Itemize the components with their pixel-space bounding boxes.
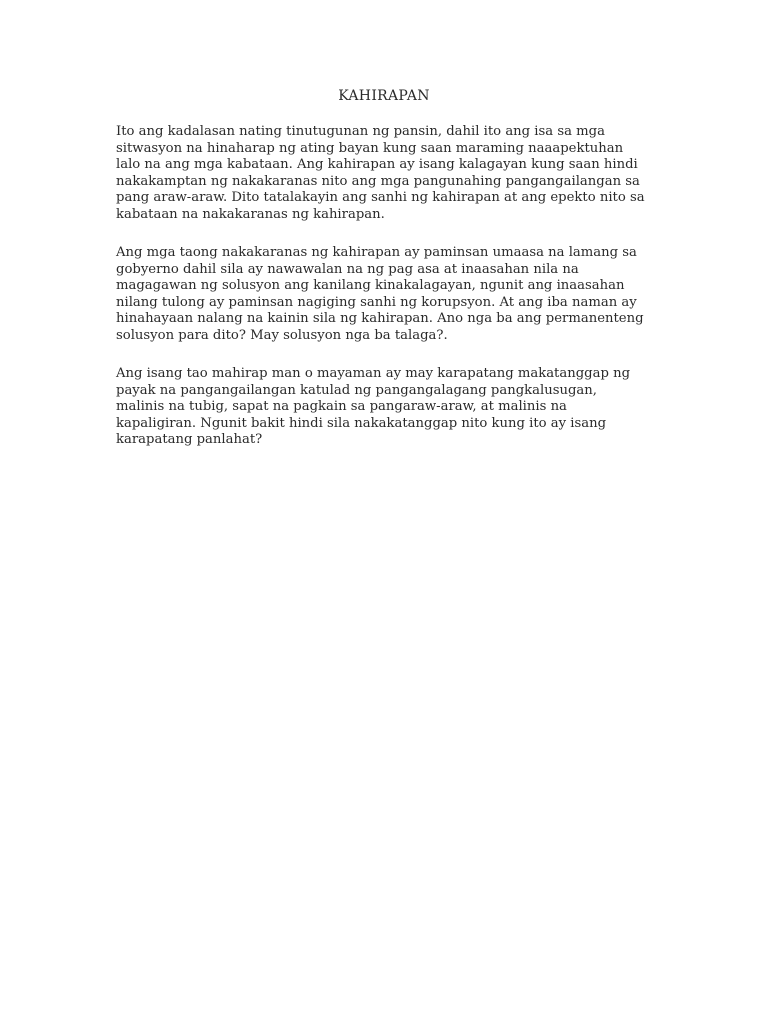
paragraph-line: pang araw-araw. Dito tatalakayin ang sanhi ng kahirapan at ang epekto nito sa (116, 190, 645, 206)
paragraph-line: kabataan na nakakaranas ng kahirapan. (116, 206, 385, 222)
paragraph-line: nilang tulong ay paminsan nagiging sanhi ng korupsyon. At ang iba naman ay (116, 294, 637, 310)
paragraph-line: solusyon para dito? May solusyon nga ba talaga?. (116, 327, 448, 343)
paragraph-line: kapaligiran. Ngunit bakit hindi sila nakakatanggap nito kung ito ay isang (116, 415, 607, 431)
paragraph-line: payak na pangangailangan katulad ng pangangalagang pangkalusugan, (116, 382, 597, 398)
paragraph-3 (116, 366, 656, 449)
paragraph-line: nakakamptan ng nakakaranas nito ang mga pangunahing pangangailangan sa (116, 173, 640, 189)
paragraph-line: malinis na tubig, sapat na pagkain sa pangaraw-araw, at malinis na (116, 399, 567, 415)
paragraph-2 (116, 245, 656, 345)
paragraph-1 (116, 124, 656, 224)
paragraph-line: hinahayaan nalang na kainin sila ng kahirapan. Ano nga ba ang permanenteng (116, 311, 644, 327)
paragraph-line: Ito ang kadalasan nating tinutugunan ng pansin, dahil ito ang isa sa mga (116, 124, 605, 139)
document-title: KAHIRAPAN (338, 88, 430, 104)
paragraph-line: sitwasyon na hinaharap ng ating bayan kung saan maraming naaapektuhan (116, 140, 624, 156)
paragraph-line: Ang mga taong nakakaranas ng kahirapan ay paminsan umaasa na lamang sa (116, 245, 637, 260)
paragraph-line: magagawan ng solusyon ang kanilang kinakalagayan, ngunit ang inaasahan (116, 278, 625, 294)
paragraph-line: lalo na ang mga kabataan. Ang kahirapan ay isang kalagayan kung saan hindi (116, 157, 638, 173)
paragraph-line: karapatang panlahat? (116, 432, 263, 448)
paragraph-line: gobyerno dahil sila ay nawawalan na ng pag asa at inaasahan nila na (116, 261, 579, 277)
paragraph-line: Ang isang tao mahirap man o mayaman ay may karapatang makatanggap ng (116, 366, 631, 381)
